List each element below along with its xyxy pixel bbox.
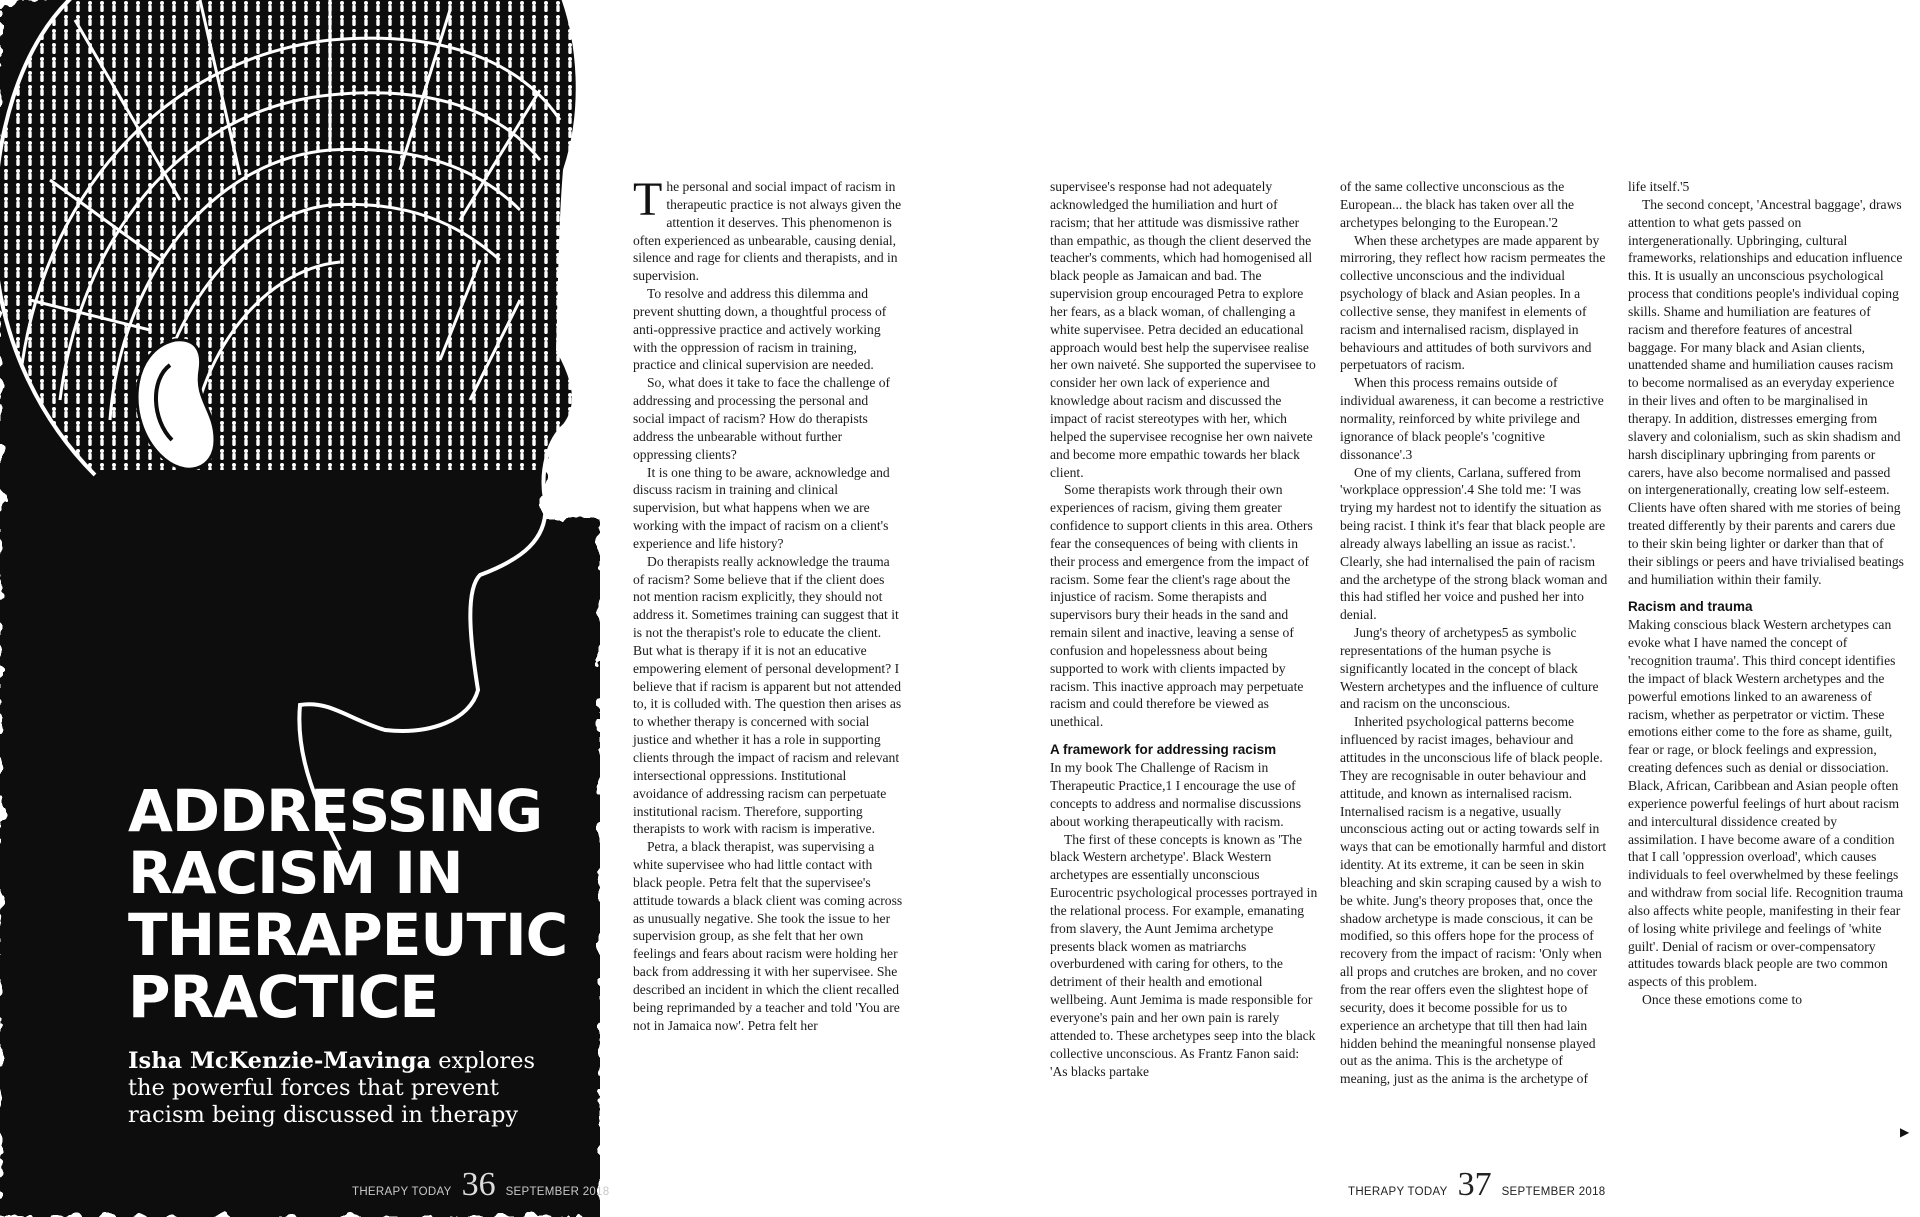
paragraph: Do therapists really acknowledge the trauma of racism? Some believe that if the client does not mention racism explicitly, they should not address it. Sometimes training can suggest that it is not the therapist's role to educate the client. But what is therapy if it is not an educative empowering element of personal development? I believe that if racism is apparent but not attended to, it is colluded with. The question then arises as to whether therapy is concerned with social justice and whether it has a role in supporting clients through the impact of racism and relevant intersectional oppressions. Institutional avoidance of addressing racism can perpetuate institutional racism. Therefore, supporting therapists to work with racism is imperative. (633, 553, 902, 837)
cover-illustration-panel (0, 0, 600, 1217)
paragraph: The personal and social impact of racism in therapeutic practice is not always given the attention it deserves. This phenomenon is often experienced as unbearable, causing denial, silence and rage for clients and therapists, and in supervision. (633, 173, 902, 284)
headline-line: THERAPEUTIC (128, 901, 568, 969)
issue-date: SEPTEMBER 2018 (505, 1186, 610, 1198)
skull-compartments (0, 0, 600, 470)
body-column-1 (633, 173, 903, 1035)
section-heading: Racism and trauma (1628, 599, 1753, 615)
body-column-2 (1050, 178, 1320, 1080)
paragraph: life itself.'5 (1628, 179, 1690, 194)
paragraph: One of my clients, Carlana, suffered from 'workplace oppression'.4 She told me: 'I was trying my hardest not to identify the situation as being racist. I think it's fear that black people are already always labelling an issue as racist.'. Clearly, she had internalised the pain of racism and the archetype of the strong black woman and this had stifled her voice and pushed her into denial. (1340, 464, 1608, 623)
paragraph: In my book The Challenge of Racism in Therapeutic Practice,1 I encourage the use of concepts to address and normalise discussions about working therapeutically with racism. (1050, 760, 1302, 829)
paragraph: When these archetypes are made apparent by mirroring, they reflect how racism permeates the collective unconscious and the individual psychology of black and Asian peoples. In a collective sense, they manifest in elements of racism and internalised racism, displayed in behaviours and attitudes of both survivors and perpetuators of racism. (1340, 232, 1606, 373)
body-column-3 (1340, 178, 1615, 1088)
paragraph: supervisee's response had not adequately acknowledged the humiliation and hurt of racism; that her attitude was dismissive rather than empathic, as though the client deserved the teacher's comments, which had homogenised all black people as Jamaican and bad. The supervision group encouraged Petra to explore her fears, as a black woman, of challenging a white supervisee. Petra decided an educational approach would best help the supervisee realise her own naiveté. She supported the supervisee to consider her own lack of experience and knowledge about racism and discussed the impact of racist stereotypes with her, which helped the supervisee recognise her own naivete and become more empathic towards her black client. (1050, 179, 1316, 480)
folio-right (1348, 1168, 1605, 1202)
headline-line: RACISM IN (128, 839, 463, 907)
headline-line: PRACTICE (128, 963, 438, 1031)
paragraph: Jung's theory of archetypes5 as symbolic representations of the human psyche is significantly located in the concept of black Western archetypes and the influence of culture and racism on the unconscious. (1340, 625, 1599, 712)
paragraph: Petra, a black therapist, was supervising a white supervisee who had little contact with black people. Petra felt that the supervisee's attitude towards a black client was coming across as unusually negative. She took the issue to her supervision group, as she felt that her own feelings and fears about racism were holding her back from addressing it with her supervisee. She described an incident in which the client recalled being reprimanded by a teacher and told 'You are not in Jamaica now'. Petra felt her (633, 839, 903, 1033)
standfirst (128, 1048, 568, 1129)
headline-line: ADDRESSING (128, 777, 543, 845)
paragraph: Inherited psychological patterns become influenced by racist images, behaviour and attitudes in the unconscious life of black people. They are recognisable in outer behaviour and attitude, and known as internalised racism. Internalised racism is a negative, usually unconscious acting out or acting towards self in ways that can be emotionally harmful and distort identity. At its extreme, it can be seen in skin bleaching and skin scraping caused by a wish to be white. Jung's theory proposes that, once the shadow archetype is made conscious, it can be modified, so this offers hope for the process of recovery from the impact of racism: 'Only when all props and crutches are broken, and no cover from the rear offers even the slightest hope of security, does it become possible for us to experience an archetype that till then had lain hidden behind the meaningful nonsense played out as the anima. This is the archetype of meaning, just as the anima is the archetype of (1340, 714, 1607, 1087)
paragraph: The first of these concepts is known as 'The black Western archetype'. Black Western archetypes are essentially unconscious Eurocentric psychological processes portrayed in the relational process. For example, emanating from slavery, the Aunt Jemima archetype presents black women as matriarchs overburdened with caring for others, to the detriment of their health and emotional wellbeing. Aunt Jemima is made responsible for everyone's pain and her own pain is rarely attended to. These archetypes seep into the black collective unconscious. As Frantz Fanon said: 'As blacks partake (1050, 831, 1318, 1079)
drop-cap: T (633, 173, 663, 226)
paragraph: The second concept, 'Ancestral baggage', draws attention to what gets passed on intergenerationally. Upbringing, cultural frameworks, relationships and education influence this. It is usually an unconscious psychological process that conditions people's individual coping skills. Shame and humiliation are features of racism and therefore features of ancestral baggage. For many black and Asian clients, unattended shame and humiliation causes racism to become normalised as an everyday experience in their lives and often to be marginalised in therapy. In addition, distresses emerging from slavery and colonialism, such as skin shadism and harsh disciplinary upbringing from parents or carers, have also become normalised and passed on intergenerationally, creating low self-esteem. Clients have often shared with me stories of being treated differently by their parents and carers due to their skin being lighter or darker than that of their siblings or peers and have trivialised beatings and humiliation within their family. (1628, 196, 1904, 587)
body-column-4 (1628, 178, 1904, 1009)
paragraph: So, what does it take to face the challenge of addressing and processing the personal and social impact of racism? How do therapists address the unbearable without further oppressing clients? (633, 375, 891, 462)
article-headline (128, 777, 598, 1031)
magazine-name: THERAPY TODAY (1348, 1186, 1448, 1198)
section-heading: A framework for addressing racism (1050, 742, 1277, 758)
paragraph: of the same collective unconscious as the European... the black has taken over all the archetypes belonging to the European.'2 (1340, 179, 1575, 230)
page-number: 36 (461, 1166, 496, 1203)
paragraph: Some therapists work through their own experiences of racism, giving them greater confidence to support clients in this area. Others fear the consequences of being with clients in their process and emergence from the impact of racism. Some fear the client's rage about the injustice of racism. Some therapists and supervisors bury their heads in the sand and remain silent and inactive, leaving a sense of confusion and hopelessness about being supported to work with clients impacted by racism. This inactive approach may perpetuate racism and could therefore be viewed as unethical. (1050, 482, 1313, 730)
page-number: 37 (1457, 1166, 1492, 1203)
paragraph: To resolve and address this dilemma and prevent shutting down, a thoughtful process of anti-oppressive practice and actively working with the oppression of racism in training, practice and clinical supervision are needed. (633, 286, 887, 373)
magazine-name: THERAPY TODAY (352, 1186, 452, 1198)
paragraph: When this process remains outside of individual awareness, it can become a restrictive normality, reinforced by white privilege and ignorance of black people's 'cognitive dissonance'.3 (1340, 375, 1604, 462)
paragraph: Once these emotions come to (1642, 992, 1803, 1008)
standfirst-text: explores the powerful forces that prevent racism being discussed in therapy (128, 1048, 535, 1128)
author-name: Isha McKenzie-Mavinga (128, 1048, 432, 1074)
folio-left (352, 1168, 609, 1202)
issue-date: SEPTEMBER 2018 (1501, 1186, 1606, 1198)
triangle-right-icon: ▶ (1900, 1125, 1910, 1139)
paragraph: It is one thing to be aware, acknowledge and discuss racism in training and clinical supervision, but what happens when we are working with the impact of racism on a client's experience and life history? (633, 464, 890, 551)
paragraph: Making conscious black Western archetypes can evoke what I have named the concept of 'recognition trauma'. This third concept identifies the impact of black Western archetypes and the powerful emotions linked to an awareness of racism, whether as perpetrator or victim. These emotions either come to the fore as shame, guilt, fear or rage, or block feelings and expression, creating defences such as denial or dissociation. Black, African, Caribbean and Asian people often experience powerful feelings of hurt about racism and intercultural dissidence created by assimilation. I have become aware of a condition that I call 'oppression overload', which causes individuals to feel overwhelmed by these feelings and withdraw from social life. Recognition trauma also affects white people, manifesting in their fear of losing white privilege and feelings of 'white guilt'. Denial of racism or over-compensatory attitudes towards black people are two common aspects of this problem. (1628, 617, 1904, 990)
phrenology-head-profile-icon (0, 0, 600, 1217)
